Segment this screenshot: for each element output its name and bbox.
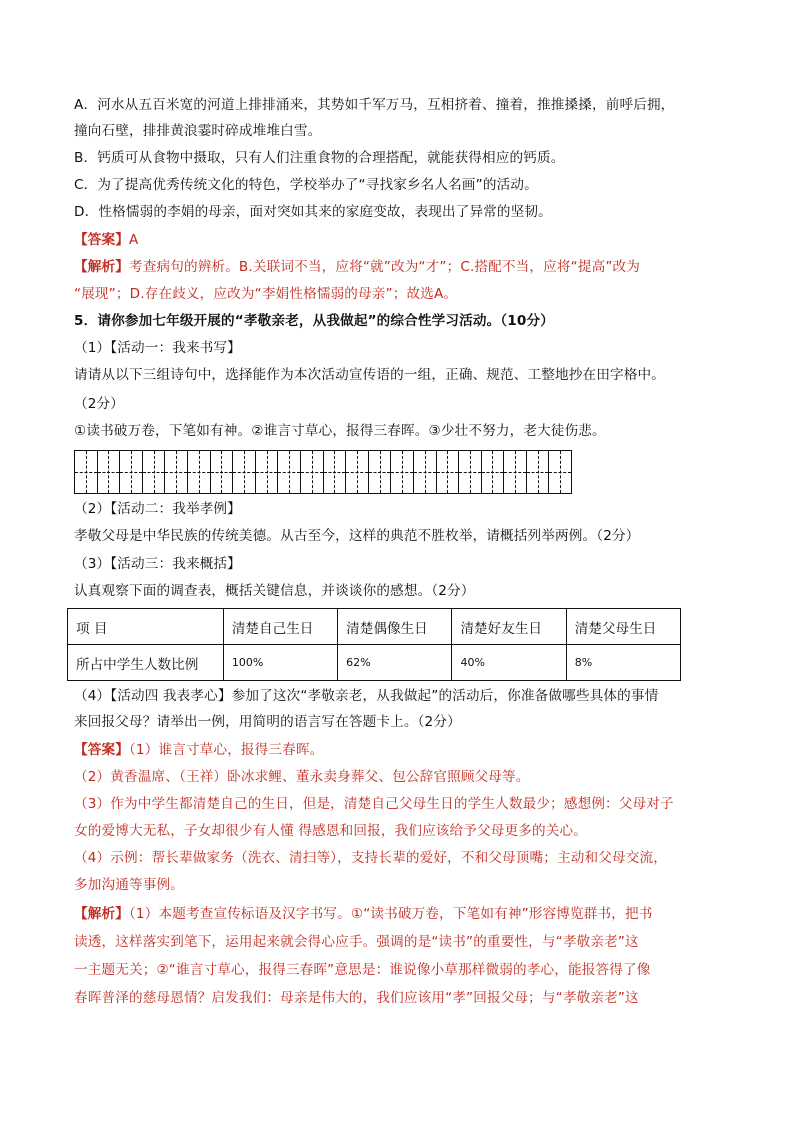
grid-cell[interactable] [368,450,391,494]
table-header-cell: 清楚偶像生日 [338,609,452,645]
option-d: D．性格懦弱的李娟的母亲，面对突如其来的家庭变故，表现出了异常的坚韧。 [74,204,552,220]
table-cell: 40% [452,645,566,681]
analysis-text: 考查病句的辨析。B.关联词不当，应将“就”改为“才”；C.搭配不当，应将“提高”改为 [128,259,640,275]
grid-cell[interactable] [97,450,120,494]
activity-2-heading: （2）【活动二：我举孝例】 [74,501,241,517]
grid-cell[interactable] [232,450,255,494]
analysis-4-line-2: “展现”；D.存在歧义，应改为“李娟性格懦弱的母亲”；故选A。 [74,286,458,302]
grid-cell[interactable] [277,450,300,494]
activity-2-prompt: 孝敬父母是中华民族的传统美德。从古至今，这样的典范不胜枚举，请概括列举两例。（2分） [74,528,640,544]
activity-1-heading: （1）【活动一：我来书写】 [74,340,241,356]
answer-5-line-1 [74,740,734,760]
answer-tag: 【答案】 [74,232,129,248]
option-a-line-2: 撞向石壁，排排黄浪霎时碎成堆堆白雪。 [74,123,322,139]
option-a-line-1: A．河水从五百米宽的河道上排排涌来，其势如千军万马，互相挤着、撞着，推推搡搡，前呼后拥， [74,97,675,113]
activity-4-prompt-line-1: （4）【活动四 我表孝心】参加了这次“孝敬亲老，从我做起”的活动后，你准备做哪些具体的事情 [74,688,659,704]
option-b: B．钙质可从食物中摄取，只有人们注重食物的合理搭配，就能获得相应的钙质。 [74,150,565,166]
grid-cell[interactable] [548,450,572,494]
table-row-label: 所占中学生人数比例 [68,645,224,681]
grid-cell[interactable] [300,450,323,494]
answer-text: （1）谁言寸草心，报得三春晖。 [128,742,324,758]
analysis-5-line-4: 春晖普泽的慈母恩情？启发我们：母亲是伟大的，我们应该用“孝”回报父母；与“孝敬亲老”这 [74,990,639,1006]
answer-5-line-5: （4）示例：帮长辈做家务（洗衣、清扫等），支持长辈的爱好，不和父母顶嘴；主动和父母交流， [74,850,667,866]
grid-cell[interactable] [345,450,368,494]
grid-cell[interactable] [526,450,549,494]
grid-cell[interactable] [187,450,210,494]
table-header-cell: 清楚自己生日 [223,609,337,645]
analysis-tag: 【解析】 [74,259,129,275]
grid-cell[interactable] [413,450,436,494]
grid-cell[interactable] [390,450,413,494]
table-cell: 100% [223,645,337,681]
grid-cell[interactable] [481,450,504,494]
table-header-cell: 项 目 [68,609,224,645]
activity-1-options: ①读书破万卷，下笔如有神。②谁言寸草心，报得三春晖。③少壮不努力，老大徒伤悲。 [74,423,606,439]
tianzi-grid[interactable] [74,450,572,494]
activity-1-prompt-line-1: 请请从以下三组诗句中，选择能作为本次活动宣传语的一组，正确、规范、工整地抄在田字格中。 [74,367,665,383]
grid-cell[interactable] [164,450,187,494]
analysis-4-line-1 [74,257,734,277]
grid-cell[interactable] [255,450,278,494]
analysis-5-line-2: 读透，这样落实到笔下，运用起来就会得心应手。强调的是“读书”的重要性，与“孝敬亲老”这 [74,934,639,950]
grid-cell[interactable] [323,450,346,494]
analysis-5-line-3: 一主题无关；②“谁言寸草心，报得三春晖”意思是：谁说像小草那样微弱的孝心，能报答得了像 [74,962,651,978]
question-5-title: 5．请你参加七年级开展的“孝敬亲老，从我做起”的综合性学习活动。（10分） [74,313,554,329]
grid-cell[interactable] [74,450,97,494]
answer-tag: 【答案】 [74,742,129,758]
option-c: C．为了提高优秀传统文化的特色，学校举办了“寻找家乡名人名画”的活动。 [74,177,538,193]
answer-5-line-2: （2）黄香温席、（王祥）卧冰求鲤、董永卖身葬父、包公辞官照顾父母等。 [74,769,530,785]
grid-cell[interactable] [436,450,459,494]
answer-5-line-3: （3）作为中学生都清楚自己的生日，但是，清楚自己父母生日的学生人数最少；感想例：父母对子 [74,796,674,812]
analysis-5-line-1 [74,904,734,924]
grid-cell[interactable] [119,450,142,494]
grid-cell[interactable] [503,450,526,494]
activity-3-heading: （3）【活动三：我来概括】 [74,556,241,572]
activity-4-prompt-line-2: 来回报父母？请举出一例，用简明的语言写在答题卡上。（2分） [74,714,461,730]
grid-cell[interactable] [458,450,481,494]
table-header-row [68,609,681,645]
table-header-cell: 清楚父母生日 [566,609,680,645]
table-cell: 8% [566,645,680,681]
answer-4 [74,230,734,250]
answer-value: A [128,232,139,248]
answer-5-line-4: 女的爱博大无私，子女却很少有人懂 得感恩和回报，我们应该给予父母更多的关心。 [74,823,587,839]
analysis-tag: 【解析】 [74,906,129,922]
grid-cell[interactable] [142,450,165,494]
activity-1-prompt-line-2: （2分） [74,396,125,412]
table-header-cell: 清楚好友生日 [452,609,566,645]
answer-5-line-6: 多加沟通等事例。 [74,877,184,893]
grid-cell[interactable] [210,450,233,494]
table-cell: 62% [338,645,452,681]
activity-3-prompt: 认真观察下面的调查表，概括关键信息，并谈谈你的感想。（2分） [74,583,475,599]
analysis-text: （1）本题考查宣传标语及汉字书写。①“读书破万卷，下笔如有神”形容博览群书，把书 [128,906,653,922]
survey-table [67,608,681,681]
table-row [68,645,681,681]
